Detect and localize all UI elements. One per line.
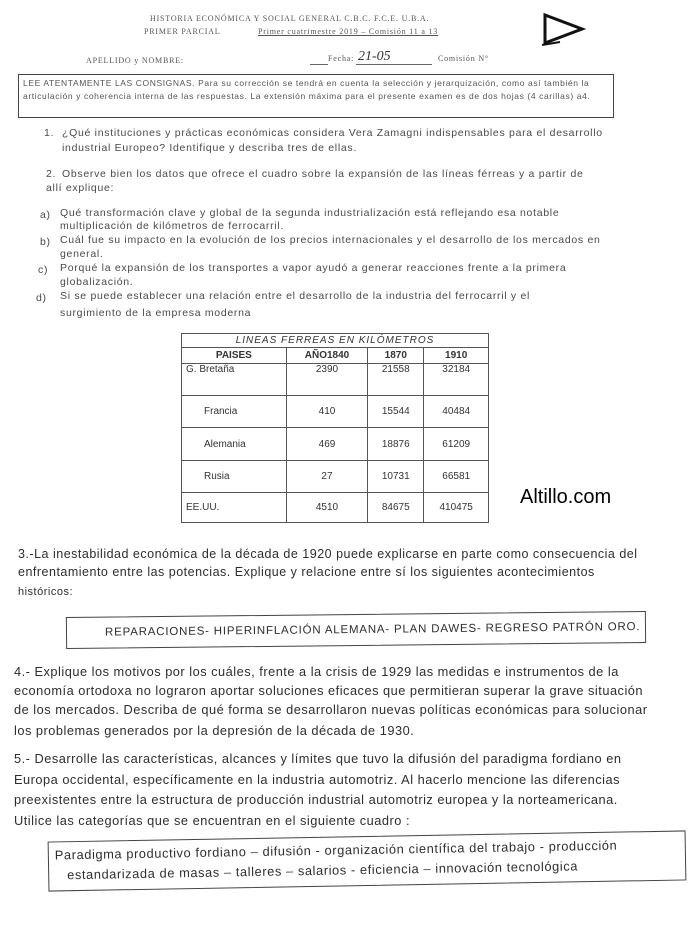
q1-line1: ¿Qué instituciones y prácticas económicas considera Vera Zamagni indispensables para el desarrollo (62, 127, 603, 139)
table-cell: 21558 (368, 364, 424, 396)
q2-item-line2: multiplicación de kilómetros de ferrocarril. (60, 220, 284, 232)
q3-line3: históricos: (18, 586, 74, 598)
course-title: HISTORIA ECONÓMICA Y SOCIAL GENERAL C.B.C. F.C.E. U.B.A. (150, 14, 430, 23)
q4-line3: de los mercados. Describa de qué forma se desarrollaron nuevas políticas económicas para solucionar (14, 702, 648, 717)
table-cell: 469 (286, 428, 368, 461)
date-value: 21-05 (358, 49, 391, 64)
table-header: PAISES (182, 348, 287, 364)
q4-line4: los problemas generados por la depresión de la década de 1930. (14, 723, 415, 738)
instructions-box (18, 74, 614, 118)
table-cell: 18876 (368, 428, 424, 461)
watermark-text: Altillo.com (520, 486, 612, 508)
q4-line2: economía ortodoxa no lograron aportar soluciones eficaces que permitieran superar la grave situación (14, 683, 644, 698)
q2-item-letter: a) (40, 209, 51, 221)
q2-item-line1: Cuál fue su impacto en la evolución de los precios internacionales y el desarrollo de los mercados en (60, 234, 601, 246)
term-label: Primer cuatrimestre 2019 – Comisión 11 a 13 (258, 27, 439, 36)
table-cell: 32184 (424, 364, 489, 396)
triangle-logo-icon (540, 12, 586, 46)
q5-line3: preexistentes entre la estructura de producción industrial automotriz europea y la norteamericana. (14, 792, 618, 807)
q4-line1: 4.- Explique los motivos por los cuáles, frente a la crisis de 1929 las medidas e instrumentos de la (14, 664, 619, 679)
q2-number: 2. (46, 168, 57, 180)
table-cell: 61209 (424, 428, 489, 461)
q2-item-line1: Si se puede establecer una relación entre el desarrollo de la industria del ferrocarril y el (60, 290, 531, 302)
table-cell: Francia (182, 396, 287, 428)
table-cell: 84675 (368, 493, 424, 523)
q2-line1: Observe bien los datos que ofrece el cuadro sobre la expansión de las líneas férreas y a partir de (62, 168, 584, 180)
commission-label: Comisión N° (438, 54, 489, 63)
q2-item-letter: d) (36, 292, 47, 304)
q2-item-line2: general. (60, 248, 104, 260)
q1-number: 1. (44, 127, 55, 139)
q2-item-letter: c) (38, 264, 49, 276)
table-cell: 410475 (424, 493, 489, 523)
table-cell: 2390 (286, 364, 368, 396)
table-cell: 40484 (424, 396, 489, 428)
table-cell: Rusia (182, 461, 287, 493)
table-header: 1910 (424, 348, 489, 364)
table-row (182, 396, 489, 428)
q5-categories-box (48, 830, 687, 891)
table-header: 1870 (368, 348, 424, 364)
table-row (182, 493, 489, 523)
table-cell: 66581 (424, 461, 489, 493)
table-header: AÑO1840 (286, 348, 368, 364)
q5-line2: Europa occidental, específicamente en la industria automotriz. Al hacerlo mencione las diferencias (14, 772, 620, 787)
q3-concepts-text: REPARACIONES- HIPERINFLACIÓN ALEMANA- PLAN DAWES- REGRESO PATRÓN ORO. (104, 621, 641, 639)
q2-item-line2: globalización. (60, 276, 134, 288)
q5-box-line2: estandarizada de masas – talleres – salarios - eficiencia – innovación tecnológica (67, 858, 579, 883)
q3-concepts-box (66, 611, 646, 649)
table-row (182, 461, 489, 493)
q5-line1: 5.- Desarrolle las características, alcances y límites que tuvo la difusión del paradigma fordiano en (14, 751, 622, 766)
table-cell: EE.UU. (182, 493, 287, 523)
q1-line2: industrial Europeo? Identifique y describa tres de ellas. (62, 142, 357, 154)
railway-table (181, 333, 489, 523)
instructions-text: LEE ATENTAMENTE LAS CONSIGNAS. Para su corrección se tendrá en cuenta la selección y jerarquización, como así también la articulación y coherencia interna de las respuestas. La extensión máxima para el presente examen es de dos hojas (4 carillas) a4. (23, 78, 591, 101)
q3-line2: enfrentamiento entre las potencias. Explique y relacione entre sí los siguientes acontecimientos (18, 565, 595, 579)
table-cell: G. Bretaña (182, 364, 287, 396)
date-label: Fecha: (328, 54, 355, 63)
date-underline-a (310, 64, 328, 65)
q2-item-line1: Porqué la expansión de los transportes a vapor ayudó a generar reacciones frente a la primera (60, 262, 567, 274)
table-row (182, 428, 489, 461)
q2-item-letter: b) (40, 236, 51, 248)
table-title: LINEAS FERREAS EN KILÓMETROS (182, 334, 489, 348)
table-cell: 10731 (368, 461, 424, 493)
q5-box-line1: Paradigma productivo fordiano – difusión - organización científica del trabajo - producción (54, 837, 618, 863)
table-cell: 4510 (286, 493, 368, 523)
exam-label: PRIMER PARCIAL (144, 27, 221, 36)
table-row (182, 364, 489, 396)
q2-line2: allí explique: (46, 182, 115, 194)
date-underline-b (356, 64, 432, 65)
q5-line4: Utilice las categorías que se encuentran en el siguiente cuadro : (14, 813, 411, 828)
table-cell: 410 (286, 396, 368, 428)
table-cell: Alemania (182, 428, 287, 461)
table-cell: 15544 (368, 396, 424, 428)
q2-item-line1: Qué transformación clave y global de la segunda industrialización está reflejando esa notable (60, 207, 560, 219)
table-cell: 27 (286, 461, 368, 493)
q3-line1: 3.-La inestabilidad económica de la década de 1920 puede explicarse en parte como consecuencia del (18, 547, 638, 561)
q2-item-line2: surgimiento de la empresa moderna (60, 307, 252, 319)
name-label: APELLIDO y NOMBRE: (86, 56, 184, 65)
